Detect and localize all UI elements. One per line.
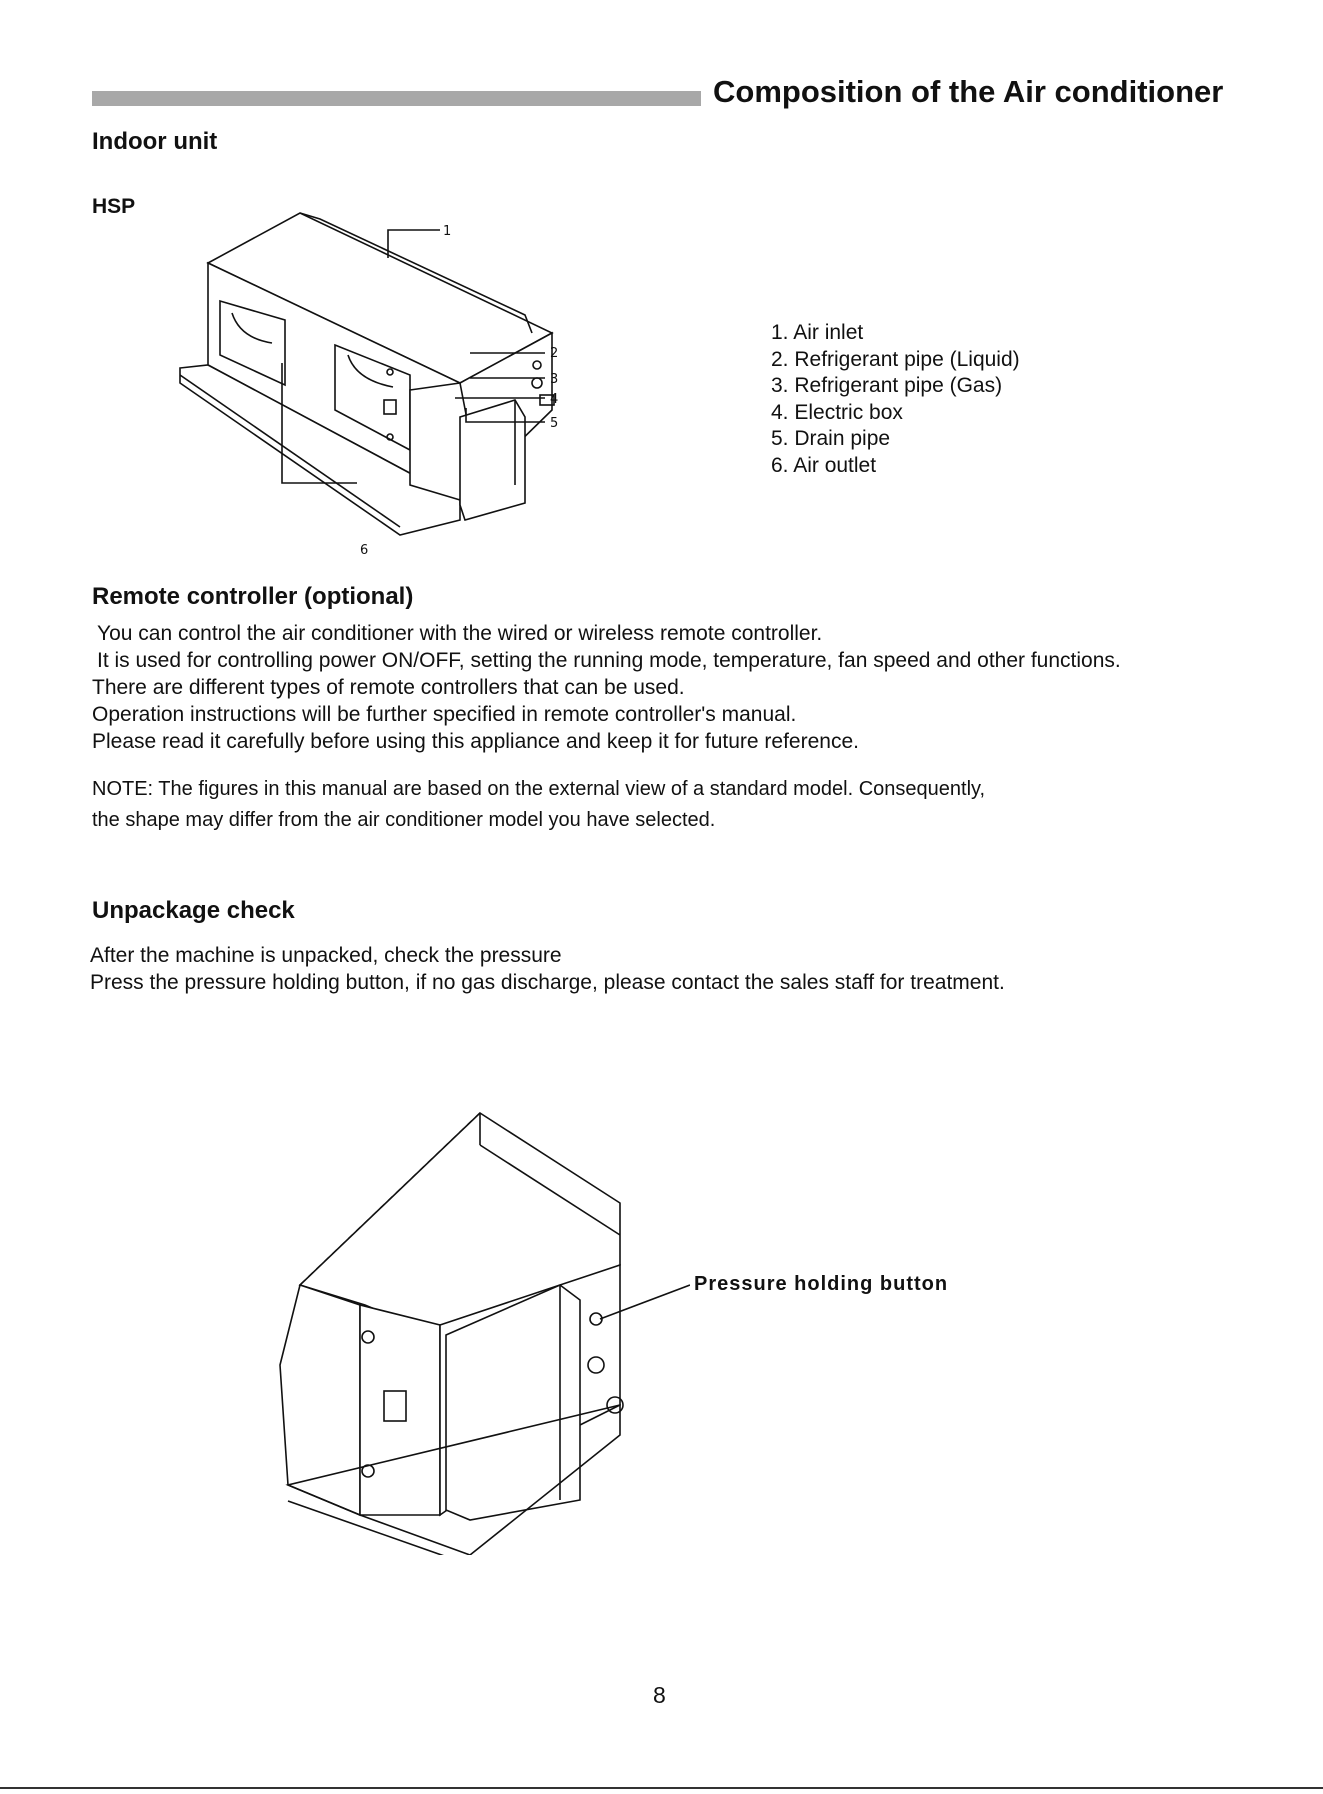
model-label: HSP <box>92 195 136 218</box>
indoor-unit-heading: Indoor unit <box>92 128 218 155</box>
note-line: NOTE: The figures in this manual are based on the external view of a standard model. Consequently, <box>92 778 986 800</box>
remote-line: There are different types of remote controllers that can be used. <box>92 676 685 699</box>
remote-heading: Remote controller (optional) <box>92 583 414 610</box>
legend-item: 1. Air inlet <box>771 321 864 344</box>
legend-item: 3. Refrigerant pipe (Gas) <box>771 374 1003 397</box>
callout-1: 1 <box>443 224 452 239</box>
pressure-button-diagram <box>270 1105 690 1555</box>
callout-3: 3 <box>550 372 559 387</box>
legend-item: 2. Refrigerant pipe (Liquid) <box>771 347 1020 371</box>
callout-6: 6 <box>360 543 369 558</box>
header-bar <box>92 91 701 106</box>
legend-item: 4. Electric box <box>771 400 903 424</box>
remote-paragraph <box>92 620 1121 755</box>
remote-line: It is used for controlling power ON/OFF, setting the running mode, temperature, fan speed and other functions. <box>97 649 1121 672</box>
bottom-rule <box>0 1787 1323 1789</box>
legend-item: 5. Drain pipe <box>771 427 891 450</box>
remote-line: Operation instructions will be further specified in remote controller's manual. <box>92 703 797 726</box>
remote-line: You can control the air conditioner with the wired or wireless remote controller. <box>97 622 823 645</box>
indoor-unit-diagram <box>170 205 650 565</box>
remote-line: Please read it carefully before using this appliance and keep it for future reference. <box>92 730 859 753</box>
callout-4: 4 <box>550 392 559 407</box>
unpack-line: After the machine is unpacked, check the pressure <box>90 944 562 967</box>
unpack-line: Press the pressure holding button, if no gas discharge, please contact the sales staff for treatment. <box>90 971 1005 994</box>
callout-5: 5 <box>550 416 559 431</box>
callout-2: 2 <box>550 346 559 361</box>
pressure-button-label: Pressure holding button <box>694 1273 949 1295</box>
note <box>92 774 985 836</box>
page-number: 8 <box>653 1682 666 1708</box>
page-title: Composition of the Air conditioner <box>713 74 1224 109</box>
unpack-paragraph <box>90 942 1005 996</box>
note-line: the shape may differ from the air conditioner model you have selected. <box>92 809 716 831</box>
parts-legend <box>771 320 1020 479</box>
legend-item: 6. Air outlet <box>771 453 877 477</box>
unpack-heading: Unpackage check <box>92 897 295 924</box>
